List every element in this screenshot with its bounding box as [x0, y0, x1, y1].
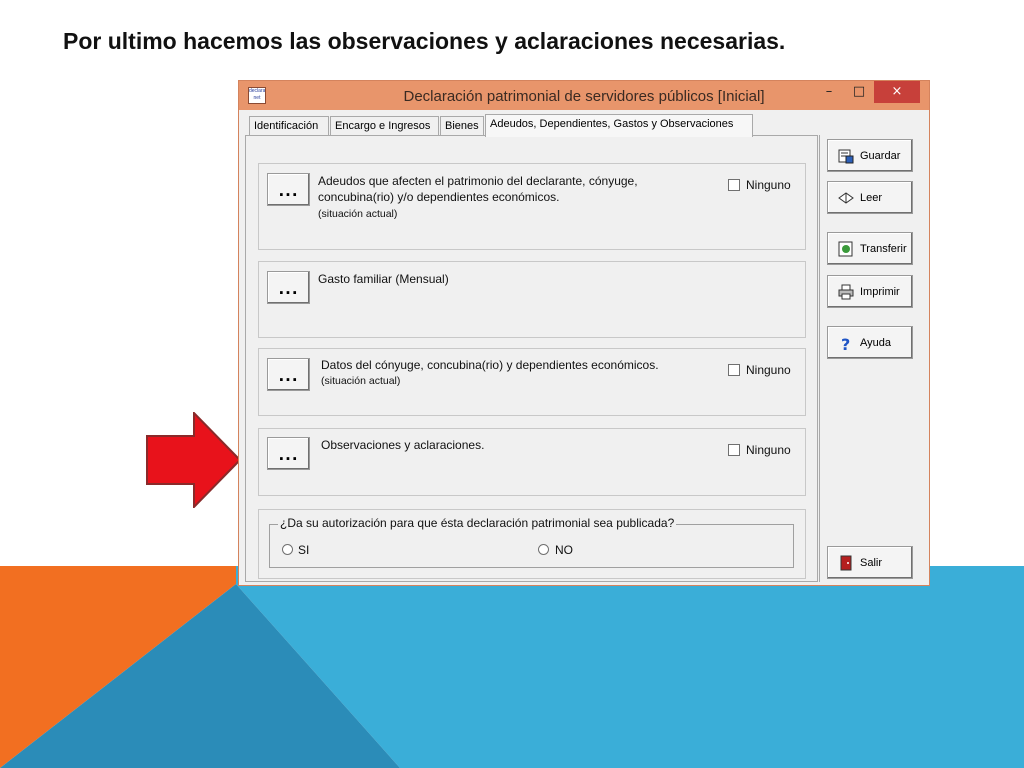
- tab-encargo-ingresos[interactable]: Encargo e Ingresos: [330, 116, 439, 136]
- observaciones-text: Observaciones y aclaraciones.: [321, 438, 485, 452]
- adeudos-text-line2: concubina(rio) y/o dependientes económicos.: [318, 190, 560, 204]
- observaciones-ninguno-checkbox[interactable]: [728, 444, 740, 456]
- slide-title: Por ultimo hacemos las observaciones y aclaraciones necesarias.: [63, 28, 786, 54]
- section-adeudos: [258, 163, 806, 250]
- datos-ninguno-checkbox[interactable]: [728, 364, 740, 376]
- ayuda-button[interactable]: [827, 326, 913, 359]
- observaciones-dots-button[interactable]: ...: [267, 437, 310, 470]
- salir-label: Salir: [860, 557, 883, 569]
- guardar-button[interactable]: [827, 139, 913, 172]
- transfer-icon: [838, 241, 854, 257]
- transferir-button[interactable]: [827, 232, 913, 265]
- adeudos-dots-button[interactable]: ...: [267, 173, 310, 206]
- exit-door-icon: [838, 555, 854, 571]
- save-icon: [838, 148, 854, 164]
- printer-icon: [838, 284, 854, 300]
- section-gasto-familiar: [258, 261, 806, 338]
- transferir-label: Transferir: [860, 243, 907, 255]
- section-datos-conyuge: [258, 348, 806, 416]
- maximize-button[interactable]: □: [852, 84, 866, 99]
- help-icon: [838, 335, 854, 351]
- tab-identificacion[interactable]: Identificación: [249, 116, 329, 136]
- datos-text: Datos del cónyuge, concubina(rio) y dependientes económicos.: [321, 358, 659, 372]
- tab-adeudos[interactable]: Adeudos, Dependientes, Gastos y Observaciones: [485, 114, 753, 137]
- adeudos-ninguno-checkbox[interactable]: [728, 179, 740, 191]
- datos-ninguno-label: Ninguno: [746, 363, 791, 377]
- datos-dots-button[interactable]: ...: [267, 358, 310, 391]
- side-button-panel: [819, 135, 930, 582]
- gasto-text: Gasto familiar (Mensual): [318, 272, 449, 286]
- autorizacion-groupbox: [269, 524, 794, 568]
- salir-button[interactable]: [827, 546, 913, 579]
- leer-button[interactable]: [827, 181, 913, 214]
- radio-si-label: SI: [298, 543, 310, 557]
- radio-no[interactable]: [538, 544, 549, 555]
- section-autorizacion: [258, 509, 806, 579]
- ayuda-label: Ayuda: [860, 337, 891, 349]
- declaration-window: [238, 80, 930, 586]
- window-title: Declaración patrimonial de servidores públicos [Inicial]: [403, 88, 765, 105]
- open-book-icon: [838, 190, 854, 206]
- minimize-button[interactable]: –: [825, 84, 833, 99]
- section-observaciones: [258, 428, 806, 496]
- window-titlebar[interactable]: [239, 81, 929, 110]
- tab-bienes[interactable]: Bienes: [440, 116, 484, 136]
- adeudos-subtext: (situación actual): [318, 208, 398, 220]
- datos-subtext: (situación actual): [321, 375, 401, 387]
- close-button[interactable]: ×: [874, 81, 920, 103]
- guardar-label: Guardar: [860, 150, 901, 162]
- tab-panel: [245, 135, 818, 582]
- gasto-dots-button[interactable]: ...: [267, 271, 310, 304]
- svg-text:?: ?: [841, 335, 851, 351]
- radio-si[interactable]: [282, 544, 293, 555]
- adeudos-text-line1: Adeudos que afecten el patrimonio del declarante, cónyuge,: [318, 174, 638, 188]
- imprimir-label: Imprimir: [860, 286, 900, 298]
- radio-no-label: NO: [555, 543, 573, 557]
- adeudos-ninguno-label: Ninguno: [746, 178, 791, 192]
- leer-label: Leer: [860, 192, 883, 204]
- observaciones-ninguno-label: Ninguno: [746, 443, 791, 457]
- app-icon: declara net: [248, 87, 266, 104]
- red-arrow-icon: [146, 412, 242, 508]
- autorizacion-question: ¿Da su autorización para que ésta declaración patrimonial sea publicada?: [280, 516, 675, 530]
- imprimir-button[interactable]: [827, 275, 913, 308]
